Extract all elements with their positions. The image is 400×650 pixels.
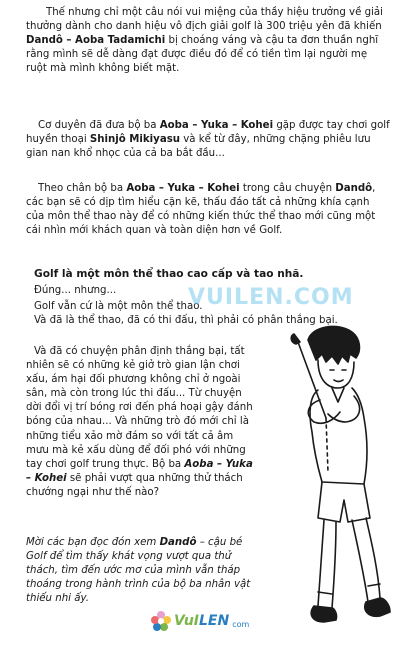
p8-name-trio: Aoba – Yuka – Kohei [26,458,253,484]
p3-text-e: , các bạn sẽ có dịp tìm hiểu cặn kẽ, thấu đáo tất cả những khía cạnh của môn thể thao này để có những kiến thức thể thao mới cũng một cái nhìn mới khách quan và toàn diện hơn về Golf. [26,183,376,237]
paragraph-7: Và đã là thể thao, đã có thi đấu, thì phải có phân thắng bại. [34,315,338,326]
p8-text-c: sẽ phải vượt qua những thử thách chướng ngại như thế nào? [26,472,243,498]
p2-text-c: gặp được tay chơi golf huyền thoại [26,120,390,146]
paragraph-8 [26,345,258,500]
logo-len: LEN [199,613,230,629]
p2-text-a: Cơ duyên đã đưa bộ ba [38,120,160,131]
p9-name-dando: Dandô [159,537,197,548]
p9-text-a: Mời các bạn đọc đón xem [26,537,160,548]
p3-name-dando: Dandô [335,183,373,194]
p8-text-a: Và đã có chuyện phân định thắng bại, tất nhiên sẽ có những kẻ giở trò gian lận chơi xấu, ám hại đối phương không chỉ ở ngoài sân, mà còn trong lúc thi đấu... Từ chuyện dời đổi vị trí bóng rơi đến phá hoại gậy đánh bóng của nhau... Và những trò đó mới chỉ là những tiểu xảo mờ đám so với tất cả âm mưu mà kẻ xấu dùng để đối phó với những tay chơi golf trung thực. Bộ ba [26,346,253,470]
golfer-illustration-icon [268,322,396,638]
vuilen-flower-logo-icon [150,610,172,632]
vuilen-logo [150,606,249,636]
paragraph-3 [26,182,390,238]
p1-name-dando: Dandô – Aoba Tadamichi [26,35,166,47]
p9-text-c: – cậu bé Golf để tìm thấy khát vọng vượt qua thử thách, tìm đến ước mơ của mình vẫn tháp thoáng trong hành trình của bộ ba nhân vật thiếu nhi ấy. [26,537,251,605]
p3-text-c: trong câu chuyện [239,183,336,194]
p3-text-a: Theo chân bộ ba [38,183,127,194]
paragraph-2 [26,119,390,161]
p1-text-c: bị choáng váng và cậu ta đơn thuần nghĩ rằng mình sẽ dễ dàng đạt được điều đó để có tiền tìm lại người mẹ ruột mà mình không biết mặt. [26,35,379,75]
site-watermark: VUILEN.COM [188,285,354,310]
p3-name-trio: Aoba – Yuka – Kohei [126,183,240,194]
paragraph-4-highlight: Golf là một môn thể thao cao cấp và tao nhã. [34,268,304,280]
paragraph-5: Đúng... nhưng... [34,285,117,296]
p2-name-trio: Aoba – Yuka – Kohei [159,120,274,131]
paragraph-1 [26,6,390,76]
p1-text-a: Thế nhưng chỉ một câu nói vui miệng của thầy hiệu trưởng về giải thưởng dành cho danh hiệu vô địch giải golf là 300 triệu yên đã khiến [26,7,383,33]
logo-vui: VuI [174,613,199,629]
logo-com: com [232,619,250,629]
p2-text-e: và kể từ đây, những chặng phiêu lưu gian nan khổ nhọc của cả ba bắt đầu... [26,134,371,160]
paragraph-9 [26,536,258,606]
logo-wordmark [174,613,229,629]
paragraph-6: Golf vẫn cứ là một môn thể thao. [34,301,203,312]
p2-name-shinjo: Shinjô Mikiyasu [89,134,181,146]
